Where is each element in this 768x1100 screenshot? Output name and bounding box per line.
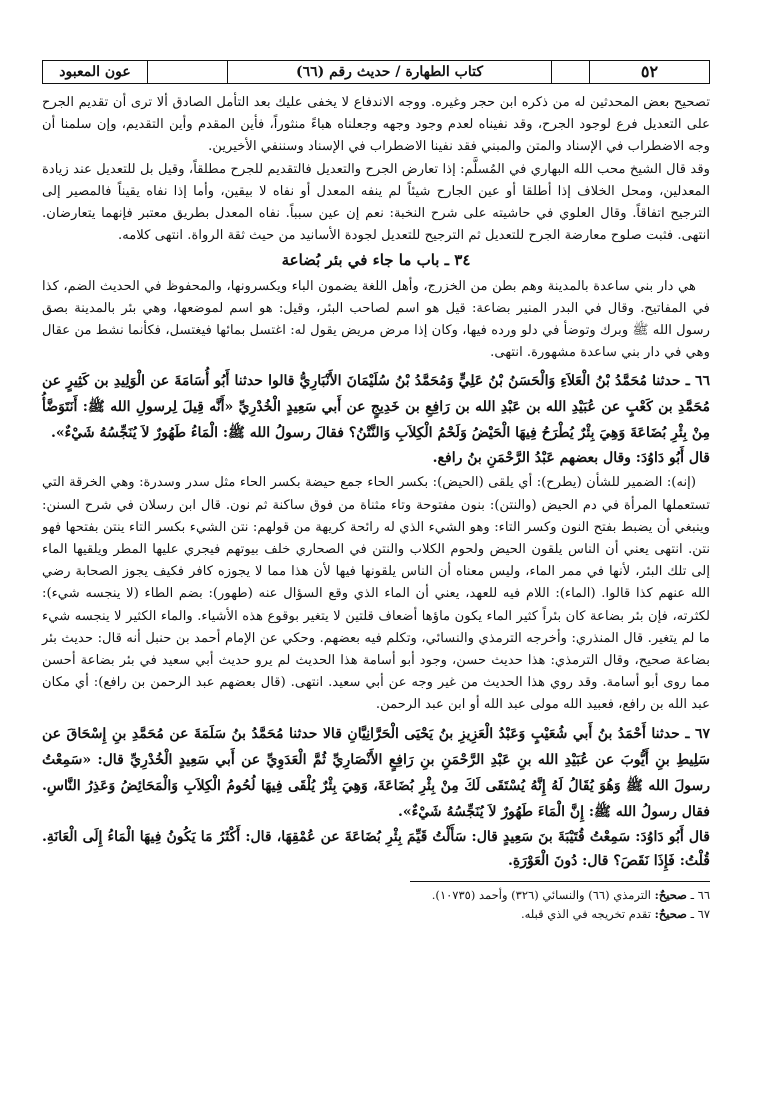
footnote-number: ٦٧ ـ	[690, 906, 710, 921]
hadith-67	[42, 721, 710, 825]
intro-paragraph: تصحيح بعض المحدثين له من ذكره ابن حجر وغيره. ووجه الاندفاع لا يخفى عليك بعد التأمل الصادق ألا ترى أن تقديم الجرح على التعديل فرع لوجود الجرح، وقد نفيناه لعدم وجود وجهه وجعلناه هباءً منثوراً، فأين المقدم وأين التقديم، وإن سلمنا أن وجه الاضطراب في الإسناد والمتن والمبني فقد نفينا الاضطراب في الإسناد وسننفي الأخيرين.	[42, 95, 710, 155]
footnote-text: الترمذي (٦٦) والنسائي (٣٢٦) وأحمد (١٠٧٣٥).	[431, 887, 651, 902]
footnotes	[42, 886, 710, 924]
intro-paragraph: وقد قال الشيخ محب الله البهاري في المُسلَّم: إذا تعارض الجرح والتعديل فالتقديم للجرح مطلقاً، وقيل بل للتعديل عند زيادة المعدلين، ومحل الخلاف إذا أطلقا أو عين الجارح شيئاً لم ينفه المعدل أو نفاه لا بيقين، وأما إذا نفاه يقيناً فالمصير إلى الترجيح اتفاقاً. وقال العلوي في حاشيته على شرح النخبة: نعم إن عين سبباً. نفاه المعدل بطريق معتبر فإنهما يتعارضان. انتهى. فثبت صلوح معارضة الجرح للتعديل ثم الترجيح للتعديل لجودة الأسانيد من حيث ثقة الرواة. انتهى كلامه.	[42, 161, 710, 244]
hadith-text: حدثنا أَحْمَدُ بنُ أَبي شُعَيْبٍ وَعَبْدُ الْعَزِيزِ بنُ يَحْيَى الْحَرَّانِيَّانِ قالا حدثنا مُحَمَّدُ بنُ سَلَمَةَ عن مُحَمَّدِ بنِ إِسْحَاقَ عن سَلِيطِ بنِ أَيُّوبَ عن عُبَيْدِ الله بنِ عَبْدِ الرَّحْمَنِ بنِ رَافِعٍ الأَنْصَارِيِّ ثُمَّ الْعَدَوِيِّ عن أَبي سَعِيدٍ الْخُدْرِيِّ قال: «سَمِعْتُ رسولَ الله ﷺ وَهُوَ يُقَالُ لَهُ إِنَّهُ يُسْتَقَى لَكَ مِنْ بِئْرِ بُضَاعَةَ، وَهِيَ بِئْرٌ يُلْقَى فِيهَا لُحُومُ الْكِلاَبِ وَالْمَحَائِضُ وَعَذِرُ النَّاسِ. فقال رسولُ الله ﷺ: إِنَّ الْمَاءَ طَهُورٌ لاَ يُنَجِّسُهُ شَيْءٌ».	[42, 725, 710, 820]
section-title: ٣٤ ـ باب ما جاء في بئر بُضاعة	[281, 251, 471, 270]
footnote-separator	[410, 881, 710, 882]
page-number: ٥٢	[589, 61, 709, 83]
header-blank-cell	[551, 61, 589, 83]
footnote-grade: صحيحٌ:	[654, 887, 687, 902]
section-paragraph: هي دار بني ساعدة بالمدينة وهم بطن من الخزرج، وأهل اللغة يضمون الباء ويكسرونها، والمحفوظ في الحديث الضم، كذا في المفاتيح. وقال في البدر المنير بضاعة: قيل هو اسم لصاحب البئر، وقيل: هو اسم لموضعها، وهي بئر بالمدينة بصق رسول الله ﷺ وبرك وتوضأ في دلو ورده فيها، وكان إذا مرض مريض يقول له: اغتسل بمائها فيغتسل، فكأنما نشط من عقال وهي في دار بني ساعدة مشهورة. انتهى.	[42, 278, 710, 361]
commentary-paragraph: (إنه): الضمير للشأن (يطرح): أي يلقى (الحيض): بكسر الحاء جمع حيضة بكسر الحاء مثل سدر وسدرة: وهي الخرقة التي تستعملها المرأة في دم الحيض (والنتن): بنون مفتوحة وتاء مثناة من فوق ساكنة ثم نون. قال ابن رسلان في شرح السنن: وينبغي أن يضبط بفتح النون وكسر التاء: وهو الشيء الذي له رائحة كريهة من قولهم: نتن الشيء بكسر التاء ينتن بفتحها فهو نتن. انتهى يعني أن الناس يلقون الحيض ولحوم الكلاب والنتن في الصحاري خلف بيوتهم فيجري عليها المطر ويلقيها الماء إلى تلك البئر، لأنها في ممر الماء، وليس معناه أن الناس يلقونها فيها لأن هذا مما لا يجوزه كافر فكيف يجوز الصحابة رضي الله عنهم كذا قالوا. (الماء): اللام فيه للعهد، يعني أن الماء الذي وقع السؤال عنه (طهور): بضم الطاء (لا ينجسه شيء): لكثرته، فإن بئر بضاعة كان بئراً كثير الماء يكون ماؤها أضعاف قلتين لا يتغير بوقوع هذه الأشياء. والماء الكثير لا ينجسه شيء ما لم يتغير. قال المنذري: وأخرجه الترمذي والنسائي، وتكلم فيه بعضهم. وحكي عن الإمام أحمد بن حنبل أنه قال: حديث بئر بضاعة صحيح، وقال الترمذي: هذا حديث حسن، وجود أبو أسامة هذا الحديث لم يرو حديث أبي سعيد في بئر بضاعة أحسن مما روى أبو أسامة. وقد روي هذا الحديث من غير وجه عن أبي سعيد. انتهى. (قال بعضهم عبد الرحمن بن رافع): أي مكان عبد الله بن رافع، فعبيد الله مولى عبد الله أو ابن عبد الرحمن.	[42, 475, 710, 713]
abu-dawud-note: قال أَبُو دَاوُدَ: وقال بعضهم عَبْدُ الرَّحْمَنِ بنُ رافع.	[432, 450, 710, 467]
hadith-text: حدثنا مُحَمَّدُ بْنُ الْعَلاَءِ وَالْحَسَنُ بْنُ عَلِيٍّ وَمُحَمَّدُ بْنُ سُلَيْمَانَ الأَنْبَارِيُّ قالوا حدثنا أَبُو أُسَامَةَ عن الْوَلِيدِ بن كَثِيرٍ عن مُحَمَّدِ بن كَعْبٍ عن عُبَيْدِ الله بن عَبْدِ الله بن رَافِعِ بن خَدِيجٍ عن أَبي سَعِيدٍ الْخُدْرِيِّ «أَنَّه قِيلَ لِرسولِ الله ﷺ: أَنَتَوَضَّأُ مِنْ بِئْرِ بُضَاعَةَ وَهِيَ بِئْرٌ يُطْرَحُ فِيهَا الْحَيْضُ وَلَحْمُ الْكِلاَبِ وَالنَّتْنُ؟ فقالَ رسولُ الله ﷺ: الْمَاءُ طَهُورٌ لاَ يُنَجِّسُهُ شَيْءٌ».	[42, 373, 710, 442]
footnote-text: تقدم تخريجه في الذي قبله.	[520, 906, 651, 921]
abu-dawud-note: قال أَبُو دَاوُدَ: سَمِعْتُ قُتَيْبَةَ بنَ سَعِيدٍ قال: سَأَلْتُ قَيِّمَ بِئْرِ بُضَاعَةَ عن عُمْقِهَا، قال: أَكْثَرُ مَا يَكُونُ فِيهَا الْمَاءُ إِلَى الْعَانَةِ. قُلْتُ: فَإِذَا نَقَصَ؟ قال: دُونَ الْعَوْرَةِ.	[42, 828, 710, 869]
hadith-number: ٦٦ ـ	[685, 373, 711, 390]
footnote	[42, 905, 710, 924]
footnote-number: ٦٦ ـ	[690, 887, 710, 902]
hadith-66	[42, 368, 710, 446]
footnote-grade: صحيحٌ:	[654, 906, 687, 921]
page-header	[42, 60, 710, 84]
running-title: كتاب الطهارة / حديث رقم (٦٦)	[227, 61, 551, 83]
header-blank-cell	[147, 61, 227, 83]
hadith-number: ٦٧ ـ	[685, 725, 711, 742]
footnote	[42, 886, 710, 905]
document-page	[42, 60, 710, 924]
book-title: عون المعبود	[59, 63, 131, 80]
